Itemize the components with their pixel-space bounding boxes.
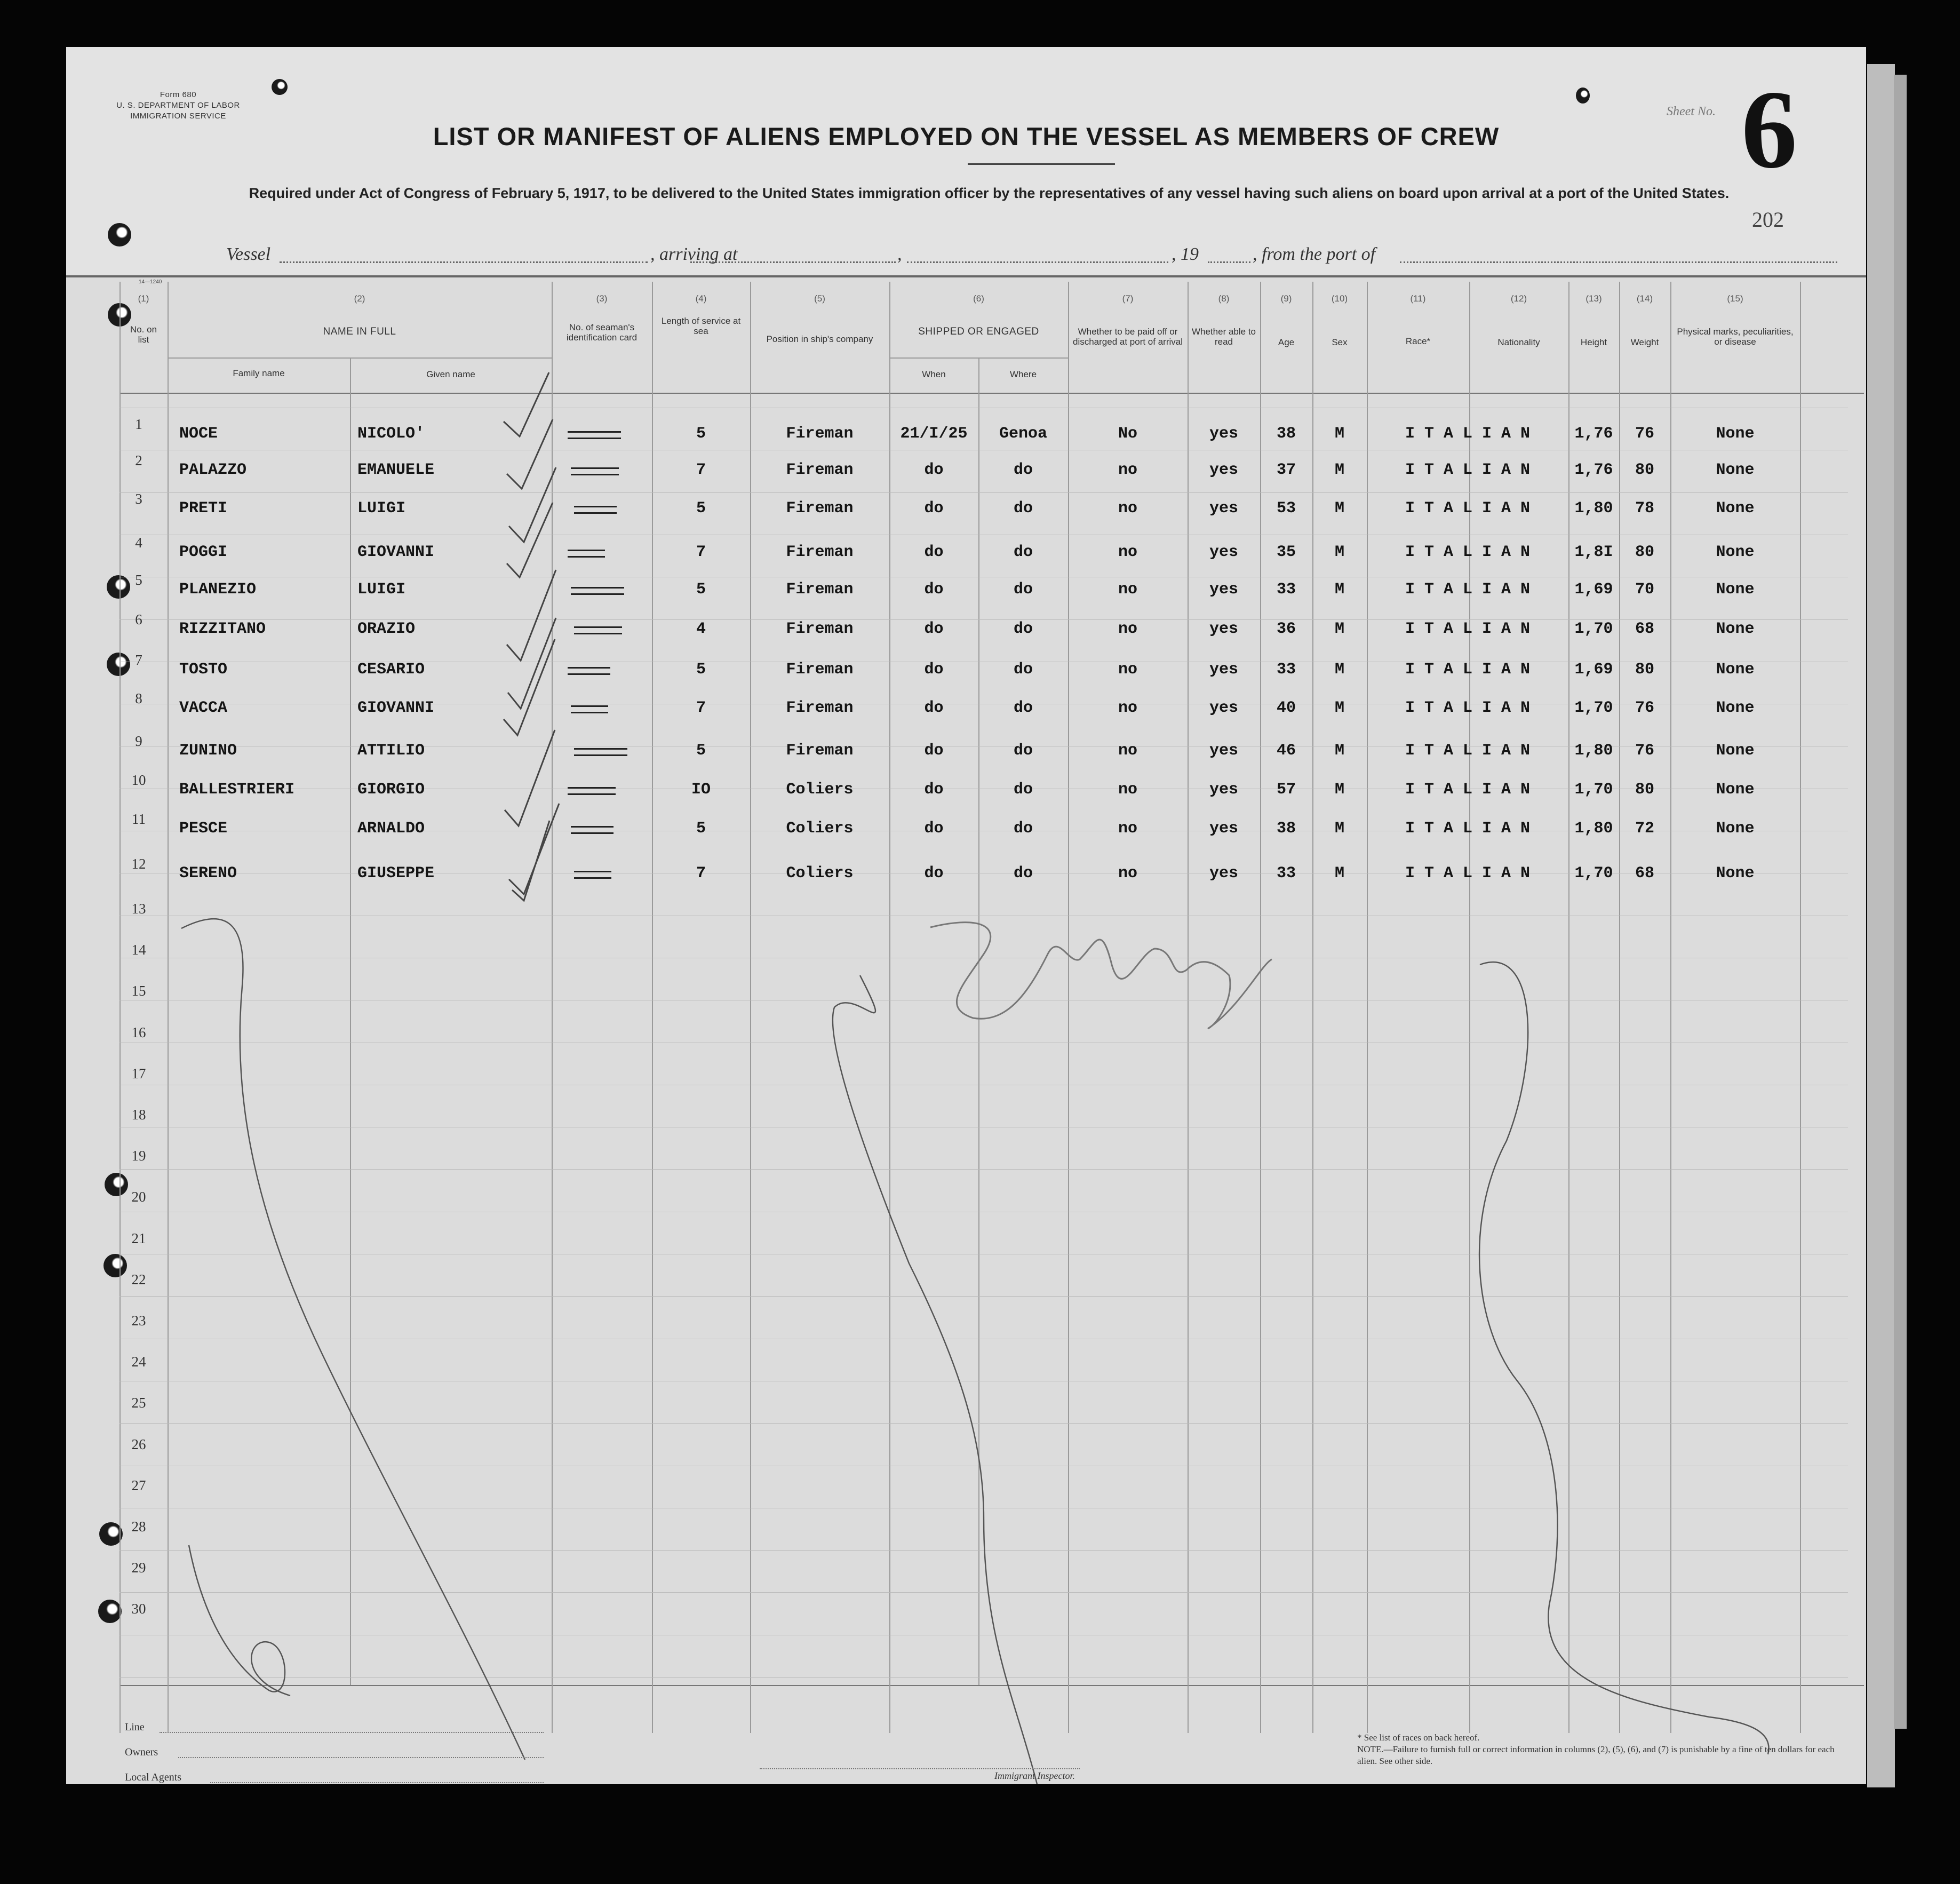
- header-nationality: Nationality: [1497, 337, 1540, 347]
- row-number: 6: [135, 611, 142, 627]
- footer-owners-label: Owners: [125, 1746, 158, 1758]
- cell-weight: 80: [1635, 781, 1654, 799]
- cell-sex: M: [1334, 742, 1344, 760]
- cell-service: 7: [696, 864, 706, 883]
- form-number: Form 680: [160, 90, 197, 99]
- cell-marks: None: [1716, 461, 1755, 479]
- cell-read: yes: [1209, 864, 1238, 883]
- cell-service: 4: [696, 620, 706, 638]
- cell-family: NOCE: [179, 425, 218, 443]
- row-number: 21: [131, 1230, 146, 1246]
- cell-read: yes: [1209, 620, 1238, 638]
- row-number: 25: [131, 1395, 146, 1411]
- service-name: IMMIGRATION SERVICE: [130, 112, 226, 121]
- document-subtitle: Required under Act of Congress of February 5, 1917, to be delivered to the United States immigration officer by the representatives of any vessel having such aliens on board upon arrival at a port of the United States.: [249, 185, 1730, 201]
- header-paid-off: Whether to be paid off or discharged at port of arrival: [1073, 327, 1183, 347]
- cell-marks: None: [1716, 499, 1755, 518]
- header-length-service: Length of service at sea: [661, 316, 741, 336]
- header-weight: Weight: [1630, 337, 1659, 347]
- col-num-10: (10): [1331, 293, 1348, 304]
- cell-read: yes: [1209, 742, 1238, 760]
- check-mark: [509, 467, 556, 542]
- cell-sex: M: [1334, 781, 1344, 799]
- col-num-8: (8): [1218, 293, 1230, 304]
- cell-given: CESARIO: [357, 661, 425, 679]
- cell-weight: 76: [1635, 425, 1654, 443]
- cell-given: LUIGI: [357, 499, 406, 518]
- cell-service: 5: [696, 499, 706, 518]
- cell-where: do: [1013, 461, 1033, 479]
- header-when: When: [922, 369, 946, 379]
- cell-age: 37: [1276, 461, 1296, 479]
- cell-read: yes: [1209, 425, 1238, 443]
- cell-where: do: [1013, 661, 1033, 679]
- sheet-number: 6: [1741, 68, 1797, 192]
- cell-given: GIUSEPPE: [357, 864, 435, 883]
- cell-weight: 78: [1635, 499, 1654, 518]
- header-name-in-full: NAME IN FULL: [323, 326, 396, 337]
- line-field: [160, 1732, 544, 1733]
- cell-when: do: [924, 699, 944, 717]
- cell-read: yes: [1209, 781, 1238, 799]
- cell-family: PALAZZO: [179, 461, 247, 479]
- cell-height: 1,76: [1574, 461, 1613, 479]
- col-num-3: (3): [596, 293, 608, 304]
- cell-read: yes: [1209, 499, 1238, 518]
- row-number: 7: [135, 652, 142, 668]
- header-family-name: Family name: [233, 368, 285, 378]
- cell-paid: no: [1118, 699, 1137, 717]
- penalty-note: NOTE.—Failure to furnish full or correct information in columns (2), (5), (6), and (7) is punishable by a fine of ten dollars for each alien. See other side.: [1357, 1744, 1835, 1766]
- cell-sex: M: [1334, 581, 1344, 599]
- cell-paid: no: [1118, 820, 1137, 838]
- cell-marks: None: [1716, 742, 1755, 760]
- row-number: 16: [131, 1024, 146, 1040]
- cell-position: Fireman: [786, 499, 854, 518]
- cell-age: 36: [1276, 620, 1296, 638]
- stamp-number: 202: [1752, 208, 1784, 232]
- cell-when: do: [924, 499, 944, 518]
- header-position: Position in ship's company: [766, 334, 873, 344]
- cell-sex: M: [1334, 699, 1344, 717]
- cell-race: I T A L I A N: [1405, 742, 1531, 760]
- document-title: LIST OR MANIFEST OF ALIENS EMPLOYED ON THE VESSEL AS MEMBERS OF CREW: [433, 122, 1500, 150]
- cell-weight: 76: [1635, 699, 1654, 717]
- cancel-stroke: [1479, 962, 1768, 1754]
- cell-race: I T A L I A N: [1405, 499, 1531, 518]
- row-number: 15: [131, 983, 146, 999]
- row-number: 3: [135, 491, 142, 507]
- header-race: Race*: [1405, 336, 1431, 346]
- cell-marks: None: [1716, 620, 1755, 638]
- cell-when: do: [924, 781, 944, 799]
- row-number: 17: [131, 1066, 146, 1082]
- cell-paid: no: [1118, 543, 1137, 561]
- cell-height: 1,70: [1574, 699, 1613, 717]
- header-where: Where: [1009, 369, 1037, 379]
- cancel-strokes: [181, 919, 1769, 1784]
- cell-age: 33: [1276, 581, 1296, 599]
- cell-where: do: [1013, 620, 1033, 638]
- row-number: 22: [131, 1271, 146, 1287]
- cell-position: Fireman: [786, 661, 854, 679]
- arriving-at-label: , arriving at: [650, 244, 738, 264]
- cancel-stroke: [189, 1545, 290, 1696]
- row-number: 5: [135, 572, 142, 588]
- cell-sex: M: [1334, 864, 1344, 883]
- cell-race: I T A L I A N: [1405, 620, 1531, 638]
- sheet-label: Sheet No.: [1667, 105, 1716, 118]
- cell-weight: 68: [1635, 864, 1654, 883]
- cell-marks: None: [1716, 864, 1755, 883]
- cell-read: yes: [1209, 461, 1238, 479]
- cell-read: yes: [1209, 699, 1238, 717]
- cell-sex: M: [1334, 661, 1344, 679]
- cell-position: Fireman: [786, 425, 854, 443]
- header-sex: Sex: [1332, 337, 1348, 347]
- col-num-4: (4): [695, 293, 707, 304]
- cell-race: I T A L I A N: [1405, 781, 1531, 799]
- cell-race: I T A L I A N: [1405, 820, 1531, 838]
- check-mark: [504, 372, 549, 436]
- cell-paid: no: [1118, 581, 1137, 599]
- cell-family: BALLESTRIERI: [179, 781, 295, 799]
- col-num-6: (6): [973, 293, 984, 304]
- cell-age: 53: [1276, 499, 1296, 518]
- cell-position: Fireman: [786, 543, 854, 561]
- cell-sex: M: [1334, 820, 1344, 838]
- cell-given: GIOVANNI: [357, 543, 435, 561]
- cell-family: POGGI: [179, 543, 228, 561]
- cell-family: RIZZITANO: [179, 620, 266, 638]
- check-marks: [504, 372, 559, 901]
- cell-where: do: [1013, 742, 1033, 760]
- cell-age: 57: [1276, 781, 1296, 799]
- inspector-signature-field: [760, 1768, 1080, 1769]
- cell-given: ORAZIO: [357, 620, 416, 638]
- cell-weight: 80: [1635, 461, 1654, 479]
- cell-height: 1,70: [1574, 864, 1613, 883]
- cell-height: 1,80: [1574, 742, 1613, 760]
- cell-marks: None: [1716, 543, 1755, 561]
- cell-given: EMANUELE: [357, 461, 435, 479]
- cell-read: yes: [1209, 661, 1238, 679]
- cell-when: do: [924, 581, 944, 599]
- cell-service: 7: [696, 461, 706, 479]
- col-num-14: (14): [1636, 293, 1653, 304]
- cell-paid: no: [1118, 499, 1137, 518]
- cell-family: TOSTO: [179, 661, 228, 679]
- row-number: 20: [131, 1189, 146, 1205]
- row-number: 12: [131, 856, 146, 872]
- cell-service: 5: [696, 820, 706, 838]
- cell-sex: M: [1334, 425, 1344, 443]
- cell-given: GIORGIO: [357, 781, 425, 799]
- col-num-7: (7): [1122, 293, 1134, 304]
- cell-when: do: [924, 461, 944, 479]
- cell-weight: 80: [1635, 661, 1654, 679]
- cell-when: do: [924, 543, 944, 561]
- check-mark: [507, 503, 553, 577]
- cell-marks: None: [1716, 699, 1755, 717]
- cell-race: I T A L I A N: [1405, 699, 1531, 717]
- cell-service: 5: [696, 581, 706, 599]
- cell-race: I T A L I A N: [1405, 425, 1531, 443]
- owners-field: [178, 1757, 544, 1758]
- from-port-label: , from the port of: [1253, 244, 1376, 264]
- cell-read: yes: [1209, 820, 1238, 838]
- check-mark: [505, 730, 555, 826]
- col-num-13: (13): [1585, 293, 1602, 304]
- cell-service: IO: [691, 781, 711, 799]
- cell-read: yes: [1209, 543, 1238, 561]
- cell-service: 5: [696, 661, 706, 679]
- row-number: 29: [131, 1560, 146, 1576]
- row-number: 27: [131, 1477, 146, 1493]
- row-number: 4: [135, 535, 142, 551]
- cell-given: LUIGI: [357, 581, 406, 599]
- manifest-sheet: [66, 47, 1866, 1784]
- cell-given: NICOLO': [357, 425, 425, 443]
- cell-marks: None: [1716, 781, 1755, 799]
- cell-when: do: [924, 864, 944, 883]
- cell-position: Fireman: [786, 461, 854, 479]
- cell-marks: None: [1716, 581, 1755, 599]
- cell-family: PLANEZIO: [179, 581, 257, 599]
- underlying-page-edge: [1867, 64, 1895, 1787]
- cell-when: do: [924, 820, 944, 838]
- cell-age: 38: [1276, 820, 1296, 838]
- row-number: 8: [135, 690, 142, 706]
- header-able-read: Whether able to read: [1191, 327, 1256, 347]
- cell-race: I T A L I A N: [1405, 661, 1531, 679]
- cell-age: 33: [1276, 661, 1296, 679]
- cell-position: Fireman: [786, 699, 854, 717]
- header-marks: Physical marks, peculiarities, or disease: [1677, 327, 1794, 347]
- underlying-page-edge-2: [1894, 75, 1907, 1729]
- header-shipped: SHIPPED OR ENGAGED: [918, 326, 1039, 337]
- cell-height: 1,69: [1574, 581, 1613, 599]
- cell-marks: None: [1716, 820, 1755, 838]
- cell-position: Coliers: [786, 781, 854, 799]
- cell-sex: M: [1334, 461, 1344, 479]
- cell-position: Fireman: [786, 742, 854, 760]
- cell-family: SERENO: [179, 864, 237, 883]
- cell-paid: no: [1118, 742, 1137, 760]
- cell-age: 40: [1276, 699, 1296, 717]
- col-num-1: (1): [138, 293, 149, 304]
- local-agents-field: [210, 1782, 544, 1783]
- cell-weight: 68: [1635, 620, 1654, 638]
- cell-family: PRETI: [179, 499, 228, 518]
- col-num-2: (2): [354, 293, 365, 304]
- cell-when: do: [924, 742, 944, 760]
- cell-age: 33: [1276, 864, 1296, 883]
- check-mark: [507, 570, 556, 661]
- col-num-5: (5): [814, 293, 825, 304]
- cell-service: 7: [696, 543, 706, 561]
- cell-read: yes: [1209, 581, 1238, 599]
- row-number: 30: [131, 1601, 146, 1617]
- cell-paid: no: [1118, 620, 1137, 638]
- col-num-12: (12): [1510, 293, 1527, 304]
- cell-paid: no: [1118, 661, 1137, 679]
- cell-when: do: [924, 661, 944, 679]
- cell-where: do: [1013, 781, 1033, 799]
- cell-position: Coliers: [786, 864, 854, 883]
- row-number: 13: [131, 901, 146, 917]
- cell-service: 5: [696, 425, 706, 443]
- cell-paid: no: [1118, 461, 1137, 479]
- cell-family: PESCE: [179, 820, 228, 838]
- cell-age: 35: [1276, 543, 1296, 561]
- row-number: 10: [131, 772, 146, 788]
- cell-race: I T A L I A N: [1405, 543, 1531, 561]
- row-number: 23: [131, 1313, 146, 1329]
- cell-position: Fireman: [786, 581, 854, 599]
- row-number: 2: [135, 452, 142, 468]
- cell-family: ZUNINO: [179, 742, 237, 760]
- cell-height: 1,80: [1574, 820, 1613, 838]
- cell-service: 5: [696, 742, 706, 760]
- cell-where: do: [1013, 499, 1033, 518]
- inspector-label: Immigrant Inspector.: [994, 1770, 1075, 1781]
- row-number: 14: [131, 942, 146, 958]
- cell-height: 1,69: [1574, 661, 1613, 679]
- race-note: * See list of races on back hereof.: [1357, 1732, 1480, 1743]
- cell-given: ARNALDO: [357, 820, 425, 838]
- cell-sex: M: [1334, 620, 1344, 638]
- cell-where: do: [1013, 699, 1033, 717]
- cell-where: do: [1013, 820, 1033, 838]
- cell-weight: 80: [1635, 543, 1654, 561]
- header-id-card: No. of seaman's identification card: [566, 322, 638, 343]
- comma-separator: ,: [897, 244, 902, 264]
- col-num-9: (9): [1280, 293, 1292, 304]
- check-mark: [509, 804, 559, 894]
- col-num-11: (11): [1410, 293, 1426, 304]
- cell-age: 46: [1276, 742, 1296, 760]
- cell-position: Coliers: [786, 820, 854, 838]
- cell-where: do: [1013, 864, 1033, 883]
- cell-marks: None: [1716, 661, 1755, 679]
- cell-race: I T A L I A N: [1405, 864, 1531, 883]
- cell-given: GIOVANNI: [357, 699, 435, 717]
- cell-height: 1,80: [1574, 499, 1613, 518]
- cell-age: 38: [1276, 425, 1296, 443]
- cell-paid: no: [1118, 864, 1137, 883]
- cell-when: do: [924, 620, 944, 638]
- department-name: U. S. DEPARTMENT OF LABOR: [116, 101, 240, 110]
- row-number: 26: [131, 1436, 146, 1452]
- row-number: 9: [135, 733, 142, 749]
- cell-given: ATTILIO: [357, 742, 425, 760]
- cell-race: I T A L I A N: [1405, 461, 1531, 479]
- header-age: Age: [1278, 337, 1295, 347]
- row-number: 18: [131, 1107, 146, 1123]
- row-number: 19: [131, 1148, 146, 1164]
- cell-weight: 76: [1635, 742, 1654, 760]
- cell-height: 1,70: [1574, 620, 1613, 638]
- cell-where: do: [1013, 543, 1033, 561]
- cell-sex: M: [1334, 543, 1344, 561]
- handwriting-overlay: [66, 47, 1866, 1784]
- header-given-name: Given name: [426, 369, 475, 379]
- cell-family: VACCA: [179, 699, 228, 717]
- cell-paid: No: [1118, 425, 1137, 443]
- cell-paid: no: [1118, 781, 1137, 799]
- cell-marks: None: [1716, 425, 1755, 443]
- cell-position: Fireman: [786, 620, 854, 638]
- year-label: , 19: [1172, 244, 1199, 264]
- cell-height: 1,70: [1574, 781, 1613, 799]
- row-number: 28: [131, 1519, 146, 1535]
- cancel-stroke: [181, 919, 525, 1760]
- cell-where: do: [1013, 581, 1033, 599]
- cancel-stroke: [833, 975, 1037, 1784]
- footer-local-agents-label: Local Agents: [125, 1771, 182, 1783]
- header-no-on-list: No. on list: [130, 324, 157, 345]
- cell-weight: 72: [1635, 820, 1654, 838]
- header-height: Height: [1580, 337, 1607, 347]
- vessel-label: Vessel: [226, 244, 271, 264]
- cell-weight: 70: [1635, 581, 1654, 599]
- footer-line-label: Line: [125, 1721, 145, 1733]
- cell-when: 21/I/25: [900, 425, 968, 443]
- row-number: 24: [131, 1354, 146, 1370]
- cell-sex: M: [1334, 499, 1344, 518]
- cell-where: Genoa: [999, 425, 1047, 443]
- signature-scribble: [930, 923, 1272, 1029]
- cell-race: I T A L I A N: [1405, 581, 1531, 599]
- print-code: 14—1240: [139, 279, 162, 285]
- signature-stroke: [930, 923, 1272, 1029]
- check-mark: [507, 419, 553, 489]
- col-num-15: (15): [1727, 293, 1743, 304]
- cell-height: 1,76: [1574, 425, 1613, 443]
- row-number: 1: [135, 416, 142, 432]
- cell-service: 7: [696, 699, 706, 717]
- cell-height: 1,8I: [1574, 543, 1613, 561]
- row-number: 11: [132, 811, 146, 827]
